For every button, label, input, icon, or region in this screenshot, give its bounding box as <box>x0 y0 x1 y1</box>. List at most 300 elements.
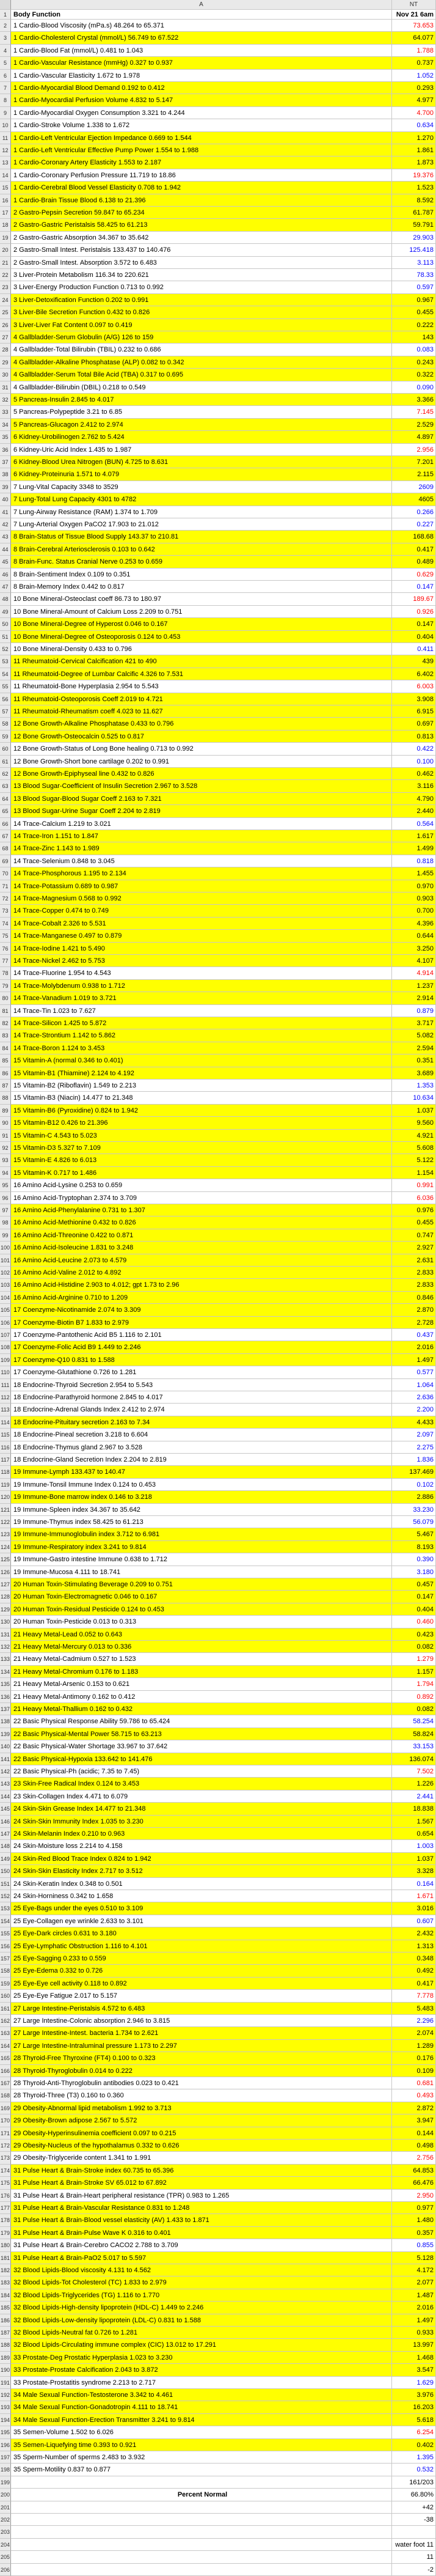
function-name-cell[interactable]: 8 Brain-Sentiment Index 0.109 to 0.351 <box>11 569 392 581</box>
function-name-cell[interactable]: 32 Blood Lipids-Blood viscosity 4.131 to 4.562 <box>11 2264 392 2276</box>
function-name-cell[interactable]: 14 Trace-Selenium 0.848 to 3.045 <box>11 855 392 867</box>
function-name-cell[interactable]: 31 Pulse Heart & Brain-Vascular Resistance 0.831 to 1.248 <box>11 2202 392 2214</box>
function-name-cell[interactable]: 15 Vitamin-K 0.717 to 1.486 <box>11 1167 392 1179</box>
row-number[interactable]: 181 <box>0 2252 11 2264</box>
row-number[interactable]: 90 <box>0 1117 11 1129</box>
value-cell[interactable]: 1.567 <box>392 1816 436 1828</box>
function-name-cell[interactable]: 15 Vitamin-B12 0.426 to 21.396 <box>11 1117 392 1129</box>
row-number[interactable]: 152 <box>0 1890 11 1902</box>
function-name-cell[interactable]: 33 Prostate-Prostatitis syndrome 2.213 to 2.717 <box>11 2377 392 2389</box>
function-name-cell[interactable]: 33 Prostate-Deg Prostatic Hyperplasia 1.023 to 3.230 <box>11 2352 392 2364</box>
value-cell[interactable]: 0.697 <box>392 718 436 730</box>
value-cell[interactable]: 0.417 <box>392 543 436 556</box>
function-name-cell[interactable]: 32 Blood Lipids-Tot Cholesterol (TC) 1.833 to 2.979 <box>11 2276 392 2289</box>
row-number[interactable]: 180 <box>0 2239 11 2251</box>
value-cell[interactable]: 1.157 <box>392 1666 436 1678</box>
value-cell[interactable]: 0.109 <box>392 2065 436 2077</box>
function-name-cell[interactable]: 16 Amino Acid-Arginine 0.710 to 1.209 <box>11 1292 392 1304</box>
value-cell[interactable]: 0.967 <box>392 294 436 306</box>
value-cell[interactable]: 1.873 <box>392 156 436 169</box>
row-number[interactable]: 6 <box>0 70 11 82</box>
row-number[interactable]: 146 <box>0 1816 11 1828</box>
function-name-cell[interactable]: 10 Bone Mineral-Degree of Osteoporosis 0.124 to 0.453 <box>11 631 392 643</box>
row-number[interactable]: 22 <box>0 269 11 281</box>
value-cell[interactable]: 1.836 <box>392 1454 436 1466</box>
value-cell[interactable]: 3.016 <box>392 1902 436 1915</box>
value-cell[interactable]: 64.077 <box>392 32 436 44</box>
row-number[interactable]: 27 <box>0 331 11 344</box>
value-cell[interactable]: 136.074 <box>392 1753 436 1765</box>
function-name-cell[interactable]: 24 Skin-Moisture loss 2.214 to 4.158 <box>11 1840 392 1852</box>
value-cell[interactable]: 189.67 <box>392 593 436 605</box>
row-number[interactable]: 175 <box>0 2177 11 2189</box>
row-number[interactable]: 161 <box>0 2003 11 2015</box>
row-number[interactable]: 98 <box>0 1216 11 1229</box>
function-name-cell[interactable]: 18 Endocrine-Adrenal Glands Index 2.412 to 2.974 <box>11 1404 392 1416</box>
function-name-cell[interactable]: 14 Trace-Iron 1.151 to 1.847 <box>11 830 392 842</box>
function-name-cell[interactable]: 19 Immune-Immunoglobulin index 3.712 to 6.981 <box>11 1528 392 1540</box>
row-number[interactable]: 136 <box>0 1691 11 1703</box>
row-number[interactable]: 124 <box>0 1541 11 1553</box>
value-cell[interactable]: 5.467 <box>392 1528 436 1540</box>
function-name-cell[interactable]: 24 Skin-Skin Grease Index 14.477 to 21.348 <box>11 1803 392 1815</box>
function-name-cell[interactable]: 21 Heavy Metal-Antimony 0.162 to 0.412 <box>11 1691 392 1703</box>
function-name-cell[interactable]: 17 Coenzyme-Pantothenic Acid B5 1.116 to 2.101 <box>11 1329 392 1341</box>
value-cell[interactable]: 0.903 <box>392 892 436 905</box>
row-number[interactable]: 56 <box>0 693 11 705</box>
value-cell[interactable]: 0.607 <box>392 1915 436 1927</box>
row-number[interactable]: 206 <box>0 2564 11 2576</box>
function-name-cell[interactable]: 21 Heavy Metal-Lead 0.052 to 0.643 <box>11 1628 392 1641</box>
value-cell[interactable]: 2.833 <box>392 1279 436 1291</box>
function-name-cell[interactable]: 27 Large Intestine-Intest. bacteria 1.734 to 2.621 <box>11 2027 392 2039</box>
value-cell[interactable]: 0.597 <box>392 281 436 293</box>
row-number[interactable]: 32 <box>0 394 11 406</box>
value-cell[interactable]: 0.147 <box>392 618 436 630</box>
value-cell[interactable]: 1.523 <box>392 182 436 194</box>
value-cell[interactable]: 0.629 <box>392 569 436 581</box>
row-number[interactable]: 185 <box>0 2302 11 2314</box>
row-number[interactable]: 71 <box>0 880 11 892</box>
function-name-cell[interactable]: 8 Brain-Status of Tissue Blood Supply 143.37 to 210.81 <box>11 531 392 543</box>
row-number[interactable]: 63 <box>0 780 11 792</box>
row-number[interactable]: 164 <box>0 2040 11 2052</box>
value-cell[interactable]: 0.357 <box>392 2227 436 2239</box>
function-name-cell[interactable]: 29 Obesity-Nucleus of the hypothalamus 0.332 to 0.626 <box>11 2140 392 2152</box>
function-name-cell[interactable]: 18 Endocrine-Thymus gland 2.967 to 3.528 <box>11 1441 392 1454</box>
value-cell[interactable]: 5.483 <box>392 2003 436 2015</box>
value-cell[interactable]: 6.003 <box>392 680 436 693</box>
value-cell[interactable]: 0.083 <box>392 344 436 356</box>
value-cell[interactable]: 0.644 <box>392 930 436 942</box>
function-name-cell[interactable]: 14 Trace-Calcium 1.219 to 3.021 <box>11 818 392 830</box>
value-cell[interactable]: 0.926 <box>392 606 436 618</box>
value-cell[interactable]: 2.886 <box>392 1491 436 1503</box>
function-name-cell[interactable]: 35 Sperm-Motility 0.837 to 0.877 <box>11 2464 392 2476</box>
value-cell[interactable]: 6.402 <box>392 668 436 680</box>
value-cell[interactable]: 0.855 <box>392 2239 436 2251</box>
value-cell[interactable]: 2.440 <box>392 805 436 817</box>
function-name-cell[interactable]: 14 Trace-Phosphorous 1.195 to 2.134 <box>11 867 392 880</box>
row-number[interactable]: 94 <box>0 1167 11 1179</box>
value-cell[interactable]: 2.636 <box>392 1391 436 1404</box>
value-cell[interactable]: 0.176 <box>392 2052 436 2064</box>
value-cell[interactable]: 0.348 <box>392 1952 436 1965</box>
value-cell[interactable]: 0.351 <box>392 1054 436 1067</box>
row-number[interactable]: 114 <box>0 1416 11 1429</box>
value-cell[interactable]: 0.654 <box>392 1828 436 1840</box>
function-name-cell[interactable]: 25 Eye-Dark circles 0.631 to 3.180 <box>11 1927 392 1940</box>
row-number[interactable]: 155 <box>0 1927 11 1940</box>
value-cell[interactable]: 8.592 <box>392 194 436 207</box>
function-name-cell[interactable]: 4 Gallbladder-Serum Total Bile Acid (TBA) 0.317 to 0.695 <box>11 369 392 381</box>
value-cell[interactable]: 6.036 <box>392 1192 436 1204</box>
function-name-cell[interactable]: 14 Trace-Vanadium 1.019 to 3.721 <box>11 992 392 1004</box>
value-cell[interactable]: 0.390 <box>392 1553 436 1566</box>
row-number[interactable]: 163 <box>0 2027 11 2039</box>
row-number[interactable]: 1 <box>0 10 11 20</box>
row-number[interactable]: 45 <box>0 556 11 568</box>
row-number[interactable]: 46 <box>0 569 11 581</box>
value-cell[interactable]: 1.313 <box>392 1940 436 1952</box>
row-number[interactable]: 28 <box>0 344 11 356</box>
function-name-cell[interactable]: 12 Bone Growth-Osteocalcin 0.525 to 0.817 <box>11 730 392 743</box>
row-number[interactable]: 20 <box>0 244 11 256</box>
row-number[interactable]: 202 <box>0 2514 11 2526</box>
row-number[interactable]: 34 <box>0 419 11 431</box>
function-name-cell[interactable]: 12 Bone Growth-Alkaline Phosphatase 0.433 to 0.796 <box>11 718 392 730</box>
row-number[interactable]: 191 <box>0 2377 11 2389</box>
value-cell[interactable]: 0.147 <box>392 1591 436 1603</box>
value-cell[interactable]: 1.353 <box>392 1080 436 1092</box>
row-number[interactable]: 133 <box>0 1653 11 1665</box>
value-cell[interactable]: 1.487 <box>392 2289 436 2302</box>
row-number[interactable]: 125 <box>0 1553 11 1566</box>
value-cell[interactable]: 1.037 <box>392 1853 436 1865</box>
row-number[interactable]: 107 <box>0 1329 11 1341</box>
function-name-cell[interactable]: 3 Liver-Detoxification Function 0.202 to 0.991 <box>11 294 392 306</box>
value-cell[interactable]: 73.653 <box>392 20 436 32</box>
row-number[interactable]: 50 <box>0 618 11 630</box>
value-cell[interactable]: 439 <box>392 655 436 668</box>
value-cell[interactable]: 0.747 <box>392 1229 436 1242</box>
row-number[interactable]: 131 <box>0 1628 11 1641</box>
row-number[interactable]: 54 <box>0 668 11 680</box>
function-name-cell[interactable]: 24 Skin-Melanin Index 0.210 to 0.963 <box>11 1828 392 1840</box>
value-cell[interactable]: 0.991 <box>392 1179 436 1191</box>
row-number[interactable]: 61 <box>0 756 11 768</box>
function-name-cell[interactable]: 32 Blood Lipids-High-density lipoprotein (HDL-C) 1.449 to 2.246 <box>11 2302 392 2314</box>
value-cell[interactable]: 5.128 <box>392 2252 436 2264</box>
value-cell[interactable]: 1.154 <box>392 1167 436 1179</box>
function-name-cell[interactable]: 21 Heavy Metal-Arsenic 0.153 to 0.621 <box>11 1678 392 1690</box>
function-name-cell[interactable]: 1 Cardio-Left Ventricular Effective Pump Power 1.554 to 1.988 <box>11 144 392 156</box>
function-name-cell[interactable]: 17 Coenzyme-Biotin B7 1.833 to 2.979 <box>11 1317 392 1329</box>
value-cell[interactable]: 1.497 <box>392 1354 436 1366</box>
row-number[interactable]: 59 <box>0 730 11 743</box>
row-number[interactable]: 12 <box>0 144 11 156</box>
value-cell[interactable]: 13.997 <box>392 2339 436 2351</box>
value-cell[interactable]: 0.634 <box>392 119 436 131</box>
row-number[interactable]: 78 <box>0 967 11 979</box>
row-number[interactable]: 88 <box>0 1092 11 1104</box>
row-number[interactable]: 43 <box>0 531 11 543</box>
value-cell[interactable]: 1.395 <box>392 2451 436 2464</box>
value-cell[interactable]: 16.203 <box>392 2401 436 2413</box>
row-number[interactable]: 89 <box>0 1105 11 1117</box>
function-name-cell[interactable]: 3 Liver-Protein Metabolism 116.34 to 220.621 <box>11 269 392 281</box>
function-name-cell[interactable]: 24 Skin-Skin Immunity Index 1.035 to 3.230 <box>11 1816 392 1828</box>
value-cell[interactable]: 0.681 <box>392 2077 436 2089</box>
value-cell[interactable]: 2.833 <box>392 1267 436 1279</box>
function-name-cell[interactable]: 10 Bone Mineral-Amount of Calcium Loss 2.209 to 0.751 <box>11 606 392 618</box>
function-name-cell[interactable]: 34 Male Sexual Function-Testosterone 3.342 to 4.461 <box>11 2389 392 2401</box>
function-name-cell[interactable]: 35 Semen-Liquefying time 0.393 to 0.921 <box>11 2439 392 2451</box>
value-cell[interactable]: 3.116 <box>392 780 436 792</box>
function-name-cell[interactable]: 14 Trace-Strontium 1.142 to 5.862 <box>11 1029 392 1042</box>
value-cell[interactable]: 66.476 <box>392 2177 436 2189</box>
function-name-cell[interactable]: 14 Trace-Boron 1.124 to 3.453 <box>11 1042 392 1054</box>
function-name-cell[interactable]: 1 Cardio-Myocardial Blood Demand 0.192 to 0.412 <box>11 82 392 94</box>
row-number[interactable]: 157 <box>0 1952 11 1965</box>
function-name-cell[interactable]: 14 Trace-Iodine 1.421 to 5.490 <box>11 943 392 955</box>
row-number[interactable]: 79 <box>0 980 11 992</box>
function-name-cell[interactable]: 11 Rheumatoid-Cervical Calcification 421 to 490 <box>11 655 392 668</box>
value-cell[interactable]: 0.457 <box>392 1578 436 1591</box>
row-number[interactable]: 40 <box>0 493 11 506</box>
function-name-cell[interactable]: 28 Thyroid-Thyroglobulin 0.014 to 0.222 <box>11 2065 392 2077</box>
value-cell[interactable]: 0.492 <box>392 1965 436 1977</box>
function-name-cell[interactable]: 19 Immune-Tonsil Immune Index 0.124 to 0.453 <box>11 1479 392 1491</box>
row-number[interactable]: 97 <box>0 1204 11 1216</box>
value-cell[interactable]: 56.079 <box>392 1516 436 1528</box>
function-name-cell[interactable]: 23 Skin-Free Radical Index 0.124 to 3.453 <box>11 1778 392 1790</box>
value-cell[interactable]: 3.689 <box>392 1067 436 1080</box>
function-name-cell[interactable]: 35 Semen-Volume 1.502 to 6.026 <box>11 2426 392 2438</box>
row-number[interactable]: 60 <box>0 743 11 755</box>
function-name-cell[interactable]: 4 Gallbladder-Total Bilirubin (TBIL) 0.232 to 0.686 <box>11 344 392 356</box>
value-cell[interactable]: 7.145 <box>392 406 436 418</box>
function-name-cell[interactable]: 2 Gastro-Pepsin Secretion 59.847 to 65.234 <box>11 207 392 219</box>
header-value-cell[interactable]: Nov 21 6am <box>392 10 436 20</box>
value-cell[interactable]: 1.468 <box>392 2352 436 2364</box>
function-name-cell[interactable]: 11 Rheumatoid-Osteoporosis Coeff 2.019 to 4.721 <box>11 693 392 705</box>
value-cell[interactable]: 1.289 <box>392 2040 436 2052</box>
function-name-cell[interactable]: 32 Blood Lipids-Neutral fat 0.726 to 1.281 <box>11 2327 392 2339</box>
value-cell[interactable]: 0.144 <box>392 2127 436 2140</box>
footer-label-cell[interactable] <box>11 2476 392 2489</box>
function-name-cell[interactable]: 5 Pancreas-Insulin 2.845 to 4.017 <box>11 394 392 406</box>
function-name-cell[interactable]: 19 Immune-Bone marrow index 0.146 to 3.218 <box>11 1491 392 1503</box>
row-number[interactable]: 190 <box>0 2364 11 2376</box>
row-number[interactable]: 197 <box>0 2451 11 2464</box>
function-name-cell[interactable]: 27 Large Intestine-Colonic absorption 2.946 to 3.815 <box>11 2015 392 2027</box>
value-cell[interactable]: 1.003 <box>392 1840 436 1852</box>
value-cell[interactable]: 1.788 <box>392 45 436 57</box>
function-name-cell[interactable]: 17 Coenzyme-Folic Acid B9 1.449 to 2.246 <box>11 1341 392 1353</box>
value-cell[interactable]: 3.947 <box>392 2114 436 2127</box>
value-cell[interactable]: 0.227 <box>392 518 436 531</box>
value-cell[interactable]: 0.818 <box>392 855 436 867</box>
row-number[interactable]: 153 <box>0 1902 11 1915</box>
row-number[interactable]: 74 <box>0 918 11 930</box>
row-number[interactable]: 126 <box>0 1566 11 1578</box>
row-number[interactable]: 106 <box>0 1317 11 1329</box>
value-cell[interactable]: 0.404 <box>392 1603 436 1616</box>
function-name-cell[interactable]: 17 Coenzyme-Glutathione 0.726 to 1.281 <box>11 1366 392 1378</box>
row-number[interactable]: 19 <box>0 232 11 244</box>
function-name-cell[interactable]: 11 Rheumatoid-Rheumatism coeff 4.023 to 11.627 <box>11 705 392 718</box>
row-number[interactable]: 62 <box>0 768 11 780</box>
row-number[interactable]: 52 <box>0 643 11 655</box>
footer-label-cell[interactable] <box>11 2526 392 2538</box>
row-number[interactable]: 101 <box>0 1254 11 1267</box>
row-number[interactable]: 132 <box>0 1641 11 1653</box>
function-name-cell[interactable]: 22 Basic Physical-Hypoxia 133.642 to 141.476 <box>11 1753 392 1765</box>
function-name-cell[interactable]: 16 Amino Acid-Valine 2.012 to 4.892 <box>11 1267 392 1279</box>
footer-value-cell[interactable]: -2 <box>392 2564 436 2576</box>
function-name-cell[interactable]: 25 Eye-Eye Fatigue 2.017 to 5.157 <box>11 1990 392 2002</box>
value-cell[interactable]: 125.418 <box>392 244 436 256</box>
function-name-cell[interactable]: 3 Liver-Liver Fat Content 0.097 to 0.419 <box>11 319 392 331</box>
function-name-cell[interactable]: 24 Skin-Horniness 0.342 to 1.658 <box>11 1890 392 1902</box>
value-cell[interactable]: 0.322 <box>392 369 436 381</box>
row-number[interactable]: 95 <box>0 1179 11 1191</box>
value-cell[interactable]: 5.608 <box>392 1142 436 1154</box>
row-number[interactable]: 160 <box>0 1990 11 2002</box>
value-cell[interactable]: 29.903 <box>392 232 436 244</box>
value-cell[interactable]: 0.493 <box>392 2089 436 2102</box>
value-cell[interactable]: 0.879 <box>392 1005 436 1017</box>
function-name-cell[interactable]: 6 Kidney-Uric Acid Index 1.435 to 1.987 <box>11 444 392 456</box>
value-cell[interactable]: 143 <box>392 331 436 344</box>
function-name-cell[interactable]: 22 Basic Physical-Water Shortage 33.967 to 37.642 <box>11 1740 392 1753</box>
row-number[interactable]: 4 <box>0 45 11 57</box>
value-cell[interactable]: 0.976 <box>392 1204 436 1216</box>
row-number[interactable]: 44 <box>0 543 11 556</box>
value-cell[interactable]: 3.250 <box>392 943 436 955</box>
value-cell[interactable]: 19.376 <box>392 169 436 182</box>
function-name-cell[interactable]: 8 Brain-Cerebral Arteriosclerosis 0.103 to 0.642 <box>11 543 392 556</box>
function-name-cell[interactable]: 17 Coenzyme-Nicotinamide 2.074 to 3.309 <box>11 1304 392 1316</box>
row-number[interactable]: 37 <box>0 456 11 468</box>
row-number[interactable]: 122 <box>0 1516 11 1528</box>
value-cell[interactable]: 1.497 <box>392 2314 436 2327</box>
row-number[interactable]: 198 <box>0 2464 11 2476</box>
row-number[interactable]: 194 <box>0 2414 11 2426</box>
value-cell[interactable]: 4.433 <box>392 1416 436 1429</box>
row-number[interactable]: 166 <box>0 2065 11 2077</box>
function-name-cell[interactable]: 16 Amino Acid-Lysine 0.253 to 0.659 <box>11 1179 392 1191</box>
function-name-cell[interactable]: 5 Pancreas-Polypeptide 3.21 to 6.85 <box>11 406 392 418</box>
row-number[interactable]: 169 <box>0 2102 11 2114</box>
value-cell[interactable]: 2.200 <box>392 1404 436 1416</box>
function-name-cell[interactable]: 29 Obesity-Abnormal lipid metabolism 1.992 to 3.713 <box>11 2102 392 2114</box>
value-cell[interactable]: 1.270 <box>392 132 436 144</box>
row-number[interactable]: 110 <box>0 1366 11 1378</box>
value-cell[interactable]: 4.396 <box>392 918 436 930</box>
row-number[interactable]: 77 <box>0 955 11 967</box>
function-name-cell[interactable]: 7 Lung-Vital Capacity 3348 to 3529 <box>11 481 392 493</box>
function-name-cell[interactable]: 14 Trace-Fluorine 1.954 to 4.543 <box>11 967 392 979</box>
value-cell[interactable]: 2.074 <box>392 2027 436 2039</box>
footer-value-cell[interactable]: +42 <box>392 2501 436 2514</box>
row-number[interactable]: 2 <box>0 20 11 32</box>
function-name-cell[interactable]: 28 Thyroid-Free Thyroxine (FT4) 0.100 to 0.323 <box>11 2052 392 2064</box>
value-cell[interactable]: 0.293 <box>392 82 436 94</box>
function-name-cell[interactable]: 10 Bone Mineral-Osteoclast coeff 86.73 to 180.97 <box>11 593 392 605</box>
row-number[interactable]: 18 <box>0 219 11 231</box>
row-number[interactable]: 48 <box>0 593 11 605</box>
value-cell[interactable]: 2.927 <box>392 1242 436 1254</box>
footer-label-cell[interactable]: Percent Normal <box>11 2489 392 2501</box>
function-name-cell[interactable]: 31 Pulse Heart & Brain-Pulse Wave K 0.316 to 0.401 <box>11 2227 392 2239</box>
function-name-cell[interactable]: 24 Skin-Keratin Index 0.348 to 0.501 <box>11 1878 392 1890</box>
column-a-header[interactable]: A <box>11 0 392 10</box>
value-cell[interactable]: 3.717 <box>392 1017 436 1029</box>
function-name-cell[interactable]: 20 Human Toxin-Electromagnetic 0.046 to 0.167 <box>11 1591 392 1603</box>
function-name-cell[interactable]: 19 Immune-Gastro intestine Immune 0.638 to 1.712 <box>11 1553 392 1566</box>
function-name-cell[interactable]: 14 Trace-Tin 1.023 to 7.627 <box>11 1005 392 1017</box>
function-name-cell[interactable]: 5 Pancreas-Glucagon 2.412 to 2.974 <box>11 419 392 431</box>
row-number[interactable]: 66 <box>0 818 11 830</box>
function-name-cell[interactable]: 2 Gastro-Gastric Absorption 34.367 to 35.642 <box>11 232 392 244</box>
function-name-cell[interactable]: 15 Vitamin-B3 (Niacin) 14.477 to 21.348 <box>11 1092 392 1104</box>
footer-value-cell[interactable]: 11 <box>392 2551 436 2563</box>
value-cell[interactable]: 6.254 <box>392 2426 436 2438</box>
function-name-cell[interactable]: 29 Obesity-Triglyceride content 1.341 to 1.991 <box>11 2152 392 2164</box>
function-name-cell[interactable]: 19 Immune-Lymph 133.437 to 140.47 <box>11 1466 392 1478</box>
function-name-cell[interactable]: 1 Cardio-Blood Fat (mmol/L) 0.481 to 1.043 <box>11 45 392 57</box>
value-cell[interactable]: 2.956 <box>392 444 436 456</box>
function-name-cell[interactable]: 16 Amino Acid-Tryptophan 2.374 to 3.709 <box>11 1192 392 1204</box>
function-name-cell[interactable]: 12 Bone Growth-Status of Long Bone healing 0.713 to 0.992 <box>11 743 392 755</box>
value-cell[interactable]: 3.113 <box>392 257 436 269</box>
function-name-cell[interactable]: 25 Eye-Edema 0.332 to 0.726 <box>11 1965 392 1977</box>
value-cell[interactable]: 61.787 <box>392 207 436 219</box>
function-name-cell[interactable]: 27 Large Intestine-Peristalsis 4.572 to 6.483 <box>11 2003 392 2015</box>
row-number[interactable]: 179 <box>0 2227 11 2239</box>
function-name-cell[interactable]: 15 Vitamin-A (normal 0.346 to 0.401) <box>11 1054 392 1067</box>
row-number[interactable]: 85 <box>0 1054 11 1067</box>
row-number[interactable]: 108 <box>0 1341 11 1353</box>
value-cell[interactable]: 0.892 <box>392 1691 436 1703</box>
row-number[interactable]: 118 <box>0 1466 11 1478</box>
row-number[interactable]: 158 <box>0 1965 11 1977</box>
row-number[interactable]: 113 <box>0 1404 11 1416</box>
value-cell[interactable]: 78.33 <box>392 269 436 281</box>
row-number[interactable]: 177 <box>0 2202 11 2214</box>
value-cell[interactable]: 0.411 <box>392 643 436 655</box>
row-number[interactable]: 116 <box>0 1441 11 1454</box>
value-cell[interactable]: 8.193 <box>392 1541 436 1553</box>
value-cell[interactable]: 0.813 <box>392 730 436 743</box>
row-number[interactable]: 86 <box>0 1067 11 1080</box>
row-number[interactable]: 195 <box>0 2426 11 2438</box>
row-number[interactable]: 150 <box>0 1865 11 1877</box>
value-cell[interactable]: 7.778 <box>392 1990 436 2002</box>
row-number[interactable]: 25 <box>0 306 11 318</box>
row-number[interactable]: 76 <box>0 943 11 955</box>
function-name-cell[interactable]: 2 Gastro-Gastric Peristalsis 58.425 to 61.213 <box>11 219 392 231</box>
function-name-cell[interactable]: 8 Brain-Func. Status Cranial Nerve 0.253 to 0.659 <box>11 556 392 568</box>
value-cell[interactable]: 2.115 <box>392 468 436 480</box>
function-name-cell[interactable]: 18 Endocrine-Thyroid Secretion 2.954 to 5.543 <box>11 1379 392 1391</box>
function-name-cell[interactable]: 34 Male Sexual Function-Gonadotropin 4.111 to 18.741 <box>11 2401 392 2413</box>
function-name-cell[interactable]: 1 Cardio-Coronary Artery Elasticity 1.553 to 2.187 <box>11 156 392 169</box>
row-number[interactable]: 142 <box>0 1765 11 1778</box>
row-number[interactable]: 84 <box>0 1042 11 1054</box>
